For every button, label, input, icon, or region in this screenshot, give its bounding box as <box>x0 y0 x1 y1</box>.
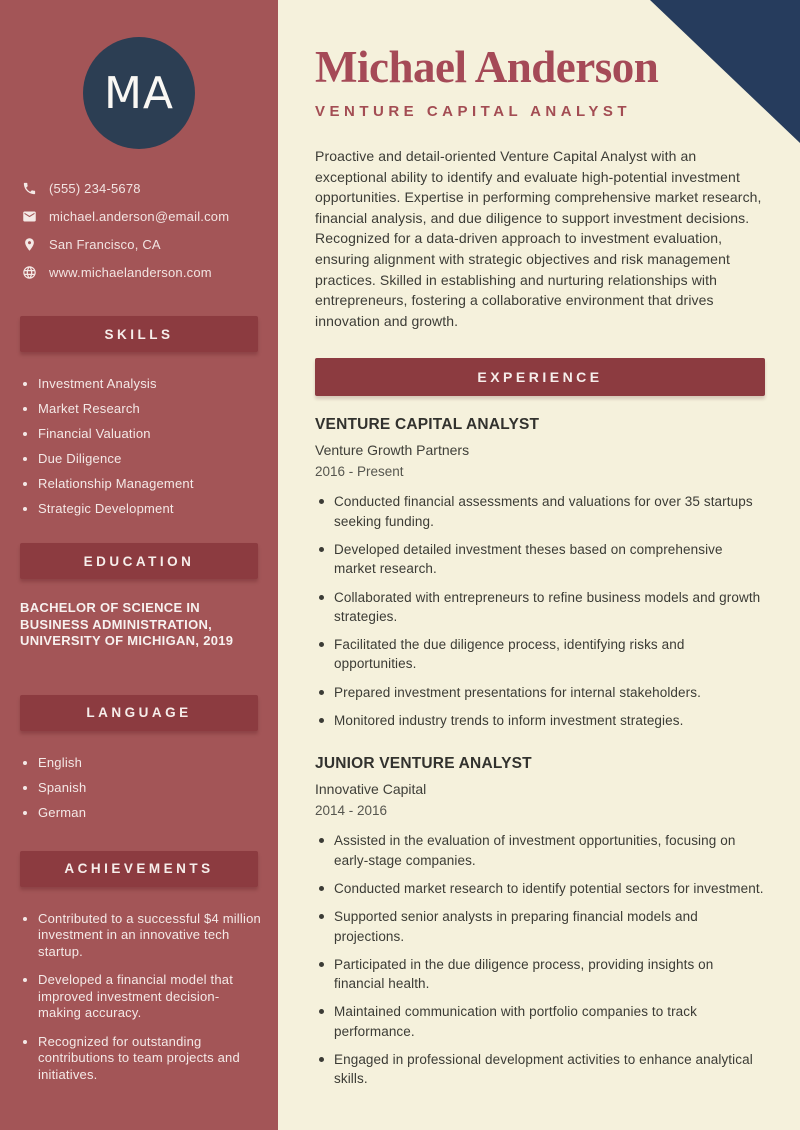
email-icon <box>22 209 37 224</box>
achievements-section-header <box>20 851 258 887</box>
contact-phone-text: (555) 234-5678 <box>49 181 141 196</box>
contact-item-website <box>22 265 262 280</box>
achievement-item: Contributed to a successful $4 million investment in an innovative tech startup. <box>22 911 262 961</box>
job-bullet: Facilitated the due diligence process, identifying risks and opportunities. <box>315 635 765 674</box>
location-pin-icon <box>22 237 37 252</box>
job-bullet: Conducted market research to identify potential sectors for investment. <box>315 879 765 898</box>
globe-icon <box>22 265 37 280</box>
skill-item: Relationship Management <box>22 476 262 492</box>
avatar-initials: MA <box>103 67 175 119</box>
contact-website-text: www.michaelanderson.com <box>49 265 212 280</box>
job-bullet: Monitored industry trends to inform investment strategies. <box>315 711 765 730</box>
achievements-heading-label: ACHIEVEMENTS <box>64 861 214 876</box>
experience-heading-label: EXPERIENCE <box>477 369 603 386</box>
avatar-wrap <box>0 37 278 149</box>
language-heading-label: LANGUAGE <box>86 705 192 720</box>
skill-item: Financial Valuation <box>22 426 262 442</box>
job-bullet: Collaborated with entrepreneurs to refine business models and growth strategies. <box>315 588 765 627</box>
job-bullet: Supported senior analysts in preparing financial models and projections. <box>315 907 765 946</box>
phone-icon <box>22 181 37 196</box>
job-title: JUNIOR VENTURE ANALYST <box>315 755 532 773</box>
job-entry <box>315 416 765 730</box>
job-entry <box>315 755 765 1088</box>
skill-item: Investment Analysis <box>22 376 262 392</box>
achievement-item: Recognized for outstanding contributions to team projects and initiatives. <box>22 1034 262 1084</box>
contact-block <box>22 181 262 280</box>
person-name: Michael Anderson <box>315 42 659 92</box>
job-dates: 2016 - Present <box>315 464 404 480</box>
contact-item-email <box>22 209 262 224</box>
contact-item-location <box>22 237 262 252</box>
skills-section-header <box>20 316 258 352</box>
job-dates: 2014 - 2016 <box>315 803 388 819</box>
education-degree: BACHELOR OF SCIENCE IN BUSINESS ADMINISTRATION, UNIVERSITY OF MICHIGAN, 2019 <box>20 600 234 648</box>
language-item: German <box>22 805 262 821</box>
education-section-header <box>20 543 258 579</box>
skill-item: Strategic Development <box>22 501 262 517</box>
experience-section-header <box>315 358 765 396</box>
skill-item: Due Diligence <box>22 451 262 467</box>
job-title: VENTURE CAPITAL ANALYST <box>315 416 540 434</box>
job-bullet-list <box>315 492 765 730</box>
job-company: Innovative Capital <box>315 781 427 798</box>
job-bullet-list <box>315 831 765 1088</box>
job-bullet: Assisted in the evaluation of investment opportunities, focusing on early-stage companies. <box>315 831 765 870</box>
language-item: English <box>22 755 262 771</box>
education-heading-label: EDUCATION <box>83 553 195 569</box>
job-company: Venture Growth Partners <box>315 442 470 459</box>
skill-item: Market Research <box>22 401 262 417</box>
person-role-title: VENTURE CAPITAL ANALYST <box>315 103 632 120</box>
job-bullet: Participated in the due diligence process, providing insights on financial health. <box>315 955 765 994</box>
job-bullet: Conducted financial assessments and valuations for over 35 startups seeking funding. <box>315 492 765 531</box>
job-bullet: Developed detailed investment theses based on comprehensive market research. <box>315 540 765 579</box>
skills-heading-label: SKILLS <box>104 326 174 342</box>
job-bullet: Prepared investment presentations for internal stakeholders. <box>315 683 765 702</box>
job-bullet: Maintained communication with portfolio companies to track performance. <box>315 1002 765 1041</box>
achievement-item: Developed a financial model that improved investment decision-making accuracy. <box>22 972 262 1022</box>
achievements-list <box>22 911 262 1084</box>
contact-email-text: michael.anderson@email.com <box>49 209 230 224</box>
language-list <box>22 755 262 821</box>
job-bullet: Engaged in professional development activities to enhance analytical skills. <box>315 1050 765 1089</box>
main-content <box>278 0 800 1130</box>
language-item: Spanish <box>22 780 262 796</box>
language-section-header <box>20 695 258 731</box>
contact-location-text: San Francisco, CA <box>49 237 161 252</box>
profile-summary: Proactive and detail-oriented Venture Capital Analyst with an exceptional ability to identify and evaluate high-potential investment opportunities. Expertise in performing comprehensive market research, financial analysis, and due diligence to support investment decisions. Recognized for a data-driven approach to investment evaluation, ensuring alignment with strategic objectives and risk management practices. Skilled in establishing and nurturing relationships with entrepreneurs, fostering a collaborative environment that drives innovation and growth. <box>315 148 762 329</box>
sidebar <box>0 0 278 1130</box>
contact-item-phone <box>22 181 262 196</box>
skills-list <box>22 376 262 517</box>
avatar <box>83 37 195 149</box>
